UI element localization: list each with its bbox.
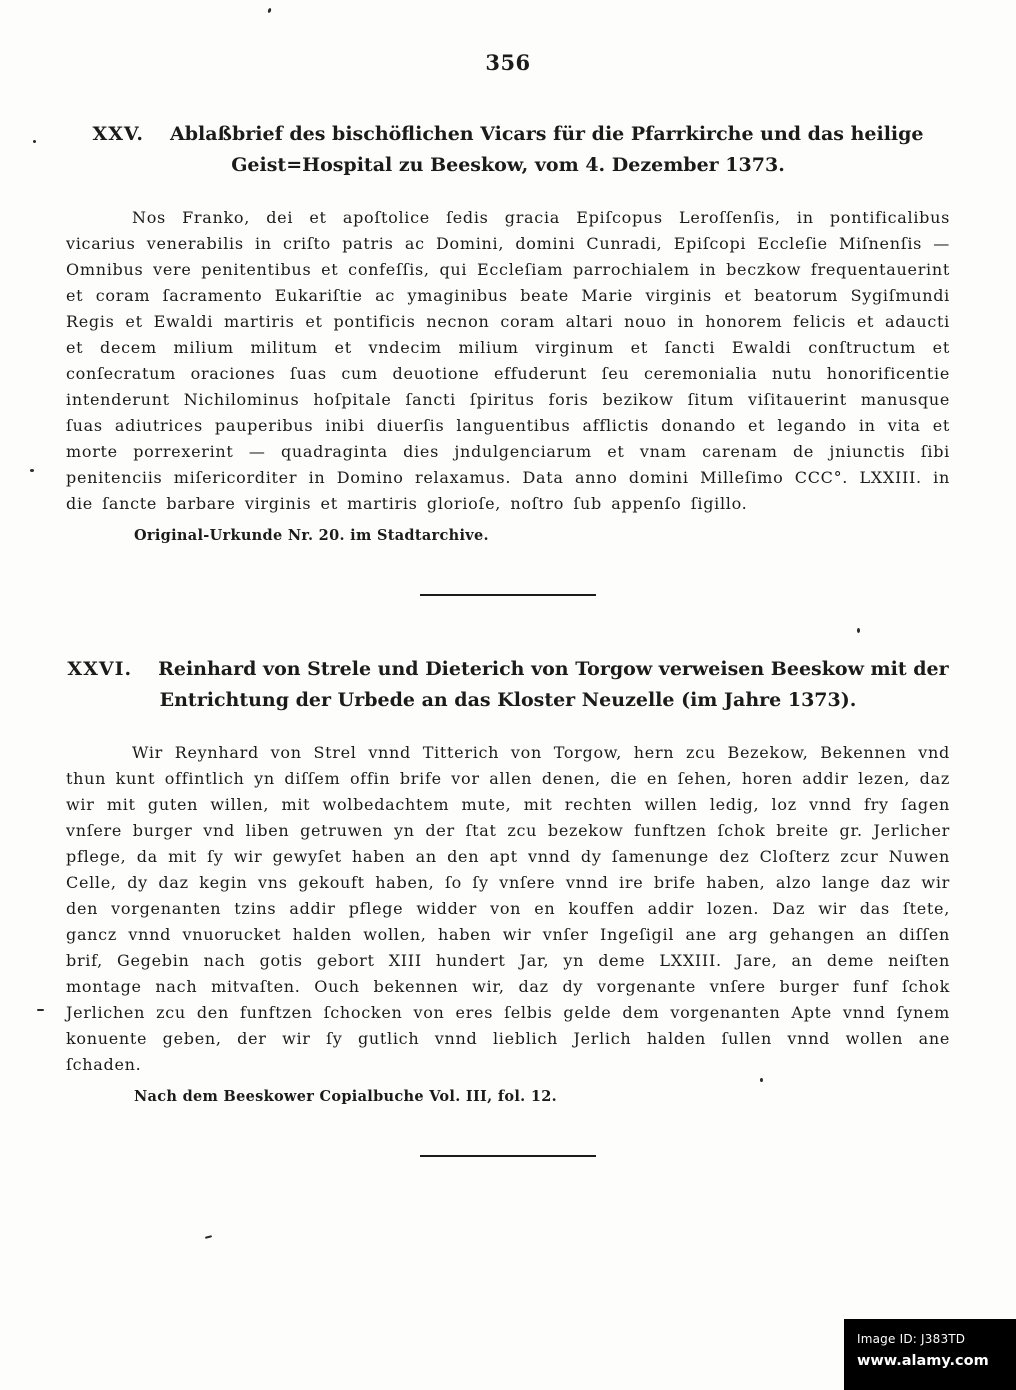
section-xxv-heading (58, 119, 958, 181)
section-xxv (0, 119, 1016, 544)
section-divider (420, 1155, 596, 1157)
scan-speck (33, 140, 36, 143)
section-xxvi-heading (58, 654, 958, 716)
scan-speck (37, 1009, 44, 1011)
page-number: 356 (485, 50, 531, 75)
section-body: Nos Franko, dei et apoſtolice ſedis gracia Epiſcopus Leroſſenſis, in pontificalibus vicarius venerabilis in criſto patris ac Domini, domini Cunradi, Epiſcopi Eccleſie Miſnenſis — Omnibus vere penitentibus et confeſſis, qui Eccleſiam parrochialem in beczkow frequentauerint et coram ſacramento Eukariſtie ac ymaginibus beate Marie virginis et beatorum Sygiſmundi Regis et Ewaldi martiris et pontificis necnon coram altari nouo in honorem felicis et adaucti et decem milium militum et vndecim milium virginum et ſancti Ewaldi conſtructum et conſecratum oraciones ſuas cum deuotione effuderunt ſeu ceremonialia nutu honorificentie intenderunt Nichilominus hoſpitale ſancti ſpiritus foris bezikow ſitum viſitauerint manusque ſuas adiutrices pauperibus inibi diuerſis languentibus afflictis donando et legando in vita et morte porrexerint — quadraginta dies jndulgenciarum et vnam carenam de jniunctis ſibi penitenciis miſericorditer in Domino relaxamus. Data anno domini Milleſimo CCC°. LXXIII. in die ſancte barbare virginis et martiris glorioſe, noſtro ſub appenſo ſigillo. (66, 208, 950, 513)
section-number: XXVI. (67, 658, 133, 680)
section-title: Reinhard von Strele und Dieterich von Torgow verweisen Beeskow mit der Entrichtung der Urbede an das Kloster Neuzelle (im Jahre 1373). (158, 658, 949, 711)
source-note: Nach dem Beeskower Copialbuche Vol. III, fol. 12. (134, 1088, 557, 1105)
section-xxvi (0, 654, 1016, 1105)
scan-speck (30, 469, 34, 472)
section-number: XXV. (92, 123, 144, 145)
alamy-url: www.alamy.com (857, 1353, 989, 1369)
section-body: Wir Reynhard von Strel vnnd Titterich von Torgow, hern zcu Bezekow, Bekennen vnd thun kunt offintlich yn diſſem offin brife vor allen denen, die en ſehen, horen addir lezen, daz wir mit guten willen, mit wolbedachtem mute, mit rechten willen ledig, loz vnnd fry ſagen vnſere burger vnd liben getruwen yn der ſtat zcu bezekow funftzen ſchok breite gr. Jerlicher pflege, da mit ſy wir gewyſet haben an den apt vnnd dy ſamenunge dez Cloſterz zcur Nuwen Celle, dy daz kegin vns gekouft haben, ſo ſy vnſere vnnd ire brife haben, alzo lange daz wir den vorgenanten tzins addir pflege widder von en kouffen addir lozen. Daz wir das ſtete, gancz vnnd vnuorucket halden wollen, haben wir vnſer Ingeſigil ane arg gehangen an diſſen brif, Gegebin nach gotis gebort XIII hundert Jar, yn deme LXXIII. Jare, an deme neiſten montage nach mitvaſten. Ouch bekennen wir, daz dy vorgenante vnſere burger funf ſchok Jerlichen zcu den funftzen ſchocken von eres ſelbis gelde dem vorgenanten Apte vnnd ſynem konuente geben, der wir ſy gutlich vnnd lieblich Jerlich halden ſullen vnnd wollen ane ſchaden. (66, 743, 950, 1074)
image-id-label: Image ID: J383TD (857, 1332, 966, 1346)
scan-speck (205, 1235, 212, 1239)
alamy-watermark (844, 1319, 1016, 1390)
scan-speck (857, 628, 860, 633)
source-note: Original-Urkunde Nr. 20. im Stadtarchive. (134, 527, 489, 544)
scan-speck (760, 1078, 763, 1082)
section-title: Ablaßbrief des bischöflichen Vicars für die Pfarrkirche und das heilige Geist=Hospital zu Beeskow, vom 4. Dezember 1373. (169, 123, 924, 176)
section-divider (420, 594, 596, 596)
